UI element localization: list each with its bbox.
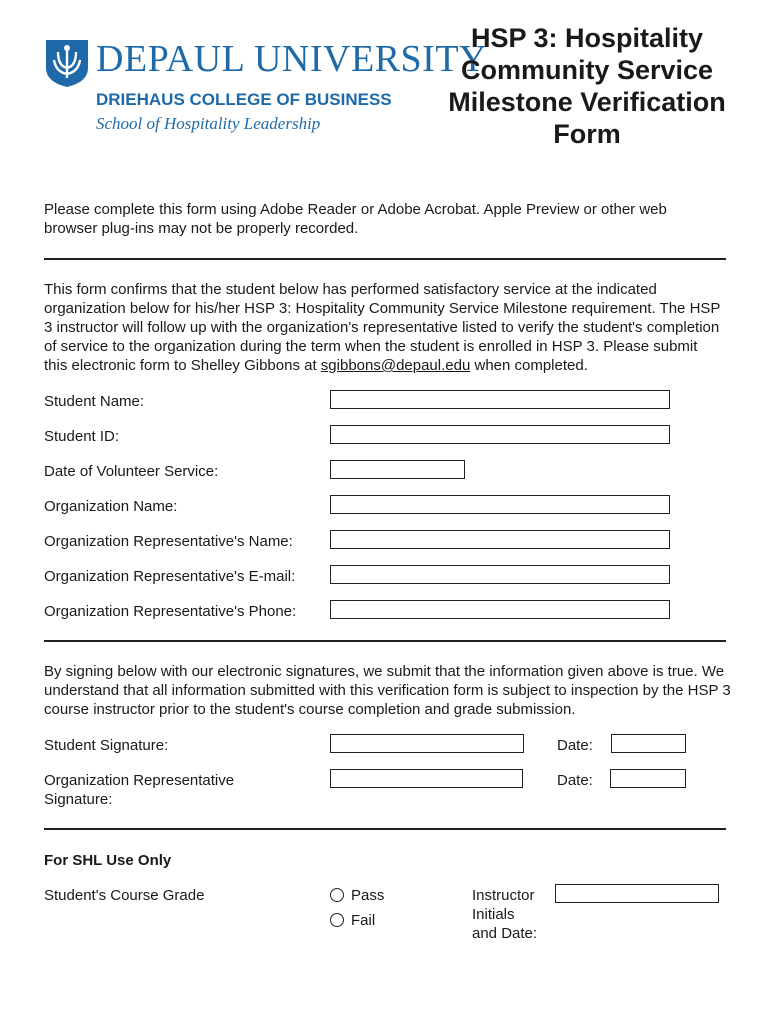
course-grade-label: Student's Course Grade	[44, 887, 205, 904]
instructor-initials-input[interactable]	[555, 884, 719, 903]
form-description	[44, 280, 724, 375]
organization-name-input[interactable]	[330, 495, 670, 514]
shl-heading: For SHL Use Only	[44, 852, 172, 869]
rep-signature-input[interactable]	[330, 769, 523, 788]
description-tail: when completed.	[470, 357, 588, 374]
rep-name-label: Organization Representative's Name:	[44, 533, 293, 550]
rep-phone-label: Organization Representative's Phone:	[44, 603, 297, 620]
pass-radio[interactable]	[330, 888, 344, 902]
depaul-shield-icon	[44, 38, 90, 88]
depaul-logo	[44, 36, 487, 136]
instructor-initials-label	[472, 886, 537, 943]
student-id-input[interactable]	[330, 425, 670, 444]
university-name: DEPAUL UNIVERSITY	[96, 38, 487, 80]
student-name-input[interactable]	[330, 390, 670, 409]
rep-signature-label-line2: Signature:	[44, 791, 113, 808]
rep-date-label: Date:	[557, 772, 593, 789]
student-name-label: Student Name:	[44, 393, 145, 410]
fail-radio[interactable]	[330, 913, 344, 927]
student-date-label: Date:	[557, 737, 593, 754]
rep-email-input[interactable]	[330, 565, 670, 584]
student-id-label: Student ID:	[44, 428, 120, 445]
divider-3	[44, 828, 726, 830]
divider-2	[44, 640, 726, 642]
service-date-input[interactable]	[330, 460, 465, 479]
rep-phone-input[interactable]	[330, 600, 670, 619]
email-link[interactable]: sgibbons@depaul.edu	[320, 357, 471, 374]
student-signature-input[interactable]	[330, 734, 524, 753]
form-title: HSP 3: Hospitality Community Service Milestone Verification Form	[448, 23, 726, 149]
rep-signature-label-line1: Organization Representative	[44, 772, 235, 789]
rep-signature-label	[44, 771, 234, 809]
service-date-label: Date of Volunteer Service:	[44, 463, 219, 480]
fail-label: Fail	[351, 912, 376, 929]
instructor-label-line2: Initials	[472, 906, 515, 923]
college-name: DRIEHAUS COLLEGE OF BUSINESS	[96, 90, 392, 109]
description-text: This form confirms that the student below has performed satisfactory service at the indicated organization below for his/her HSP 3: Hospitality Community Service Milestone requirement. The HSP 3 instructor will follow up with the organization's representative listed to verify the student's completion of service to the organization during the term when the student is enrolled in HSP 3. Please submit this electronic form to Shelley Gibbons at	[44, 281, 721, 374]
rep-date-input[interactable]	[610, 769, 686, 788]
student-signature-label: Student Signature:	[44, 737, 169, 754]
organization-name-label: Organization Name:	[44, 498, 178, 515]
student-date-input[interactable]	[611, 734, 686, 753]
divider-1	[44, 258, 726, 260]
signature-statement: By signing below with our electronic signatures, we submit that the information given above is true. We understand that all information submitted with this verification form is subject to inspection by the HSP 3 course instructor prior to the student's course completion and grade submission.	[44, 663, 731, 718]
rep-name-input[interactable]	[330, 530, 670, 549]
intro-note: Please complete this form using Adobe Reader or Adobe Acrobat. Apple Preview or other web browser plug-ins may not be properly recorded.	[44, 201, 667, 237]
instructor-label-line3: and Date:	[472, 925, 538, 942]
rep-email-label: Organization Representative's E-mail:	[44, 568, 296, 585]
school-name: School of Hospitality Leadership	[96, 114, 321, 133]
instructor-label-line1: Instructor	[472, 887, 535, 904]
pass-label: Pass	[351, 887, 385, 904]
